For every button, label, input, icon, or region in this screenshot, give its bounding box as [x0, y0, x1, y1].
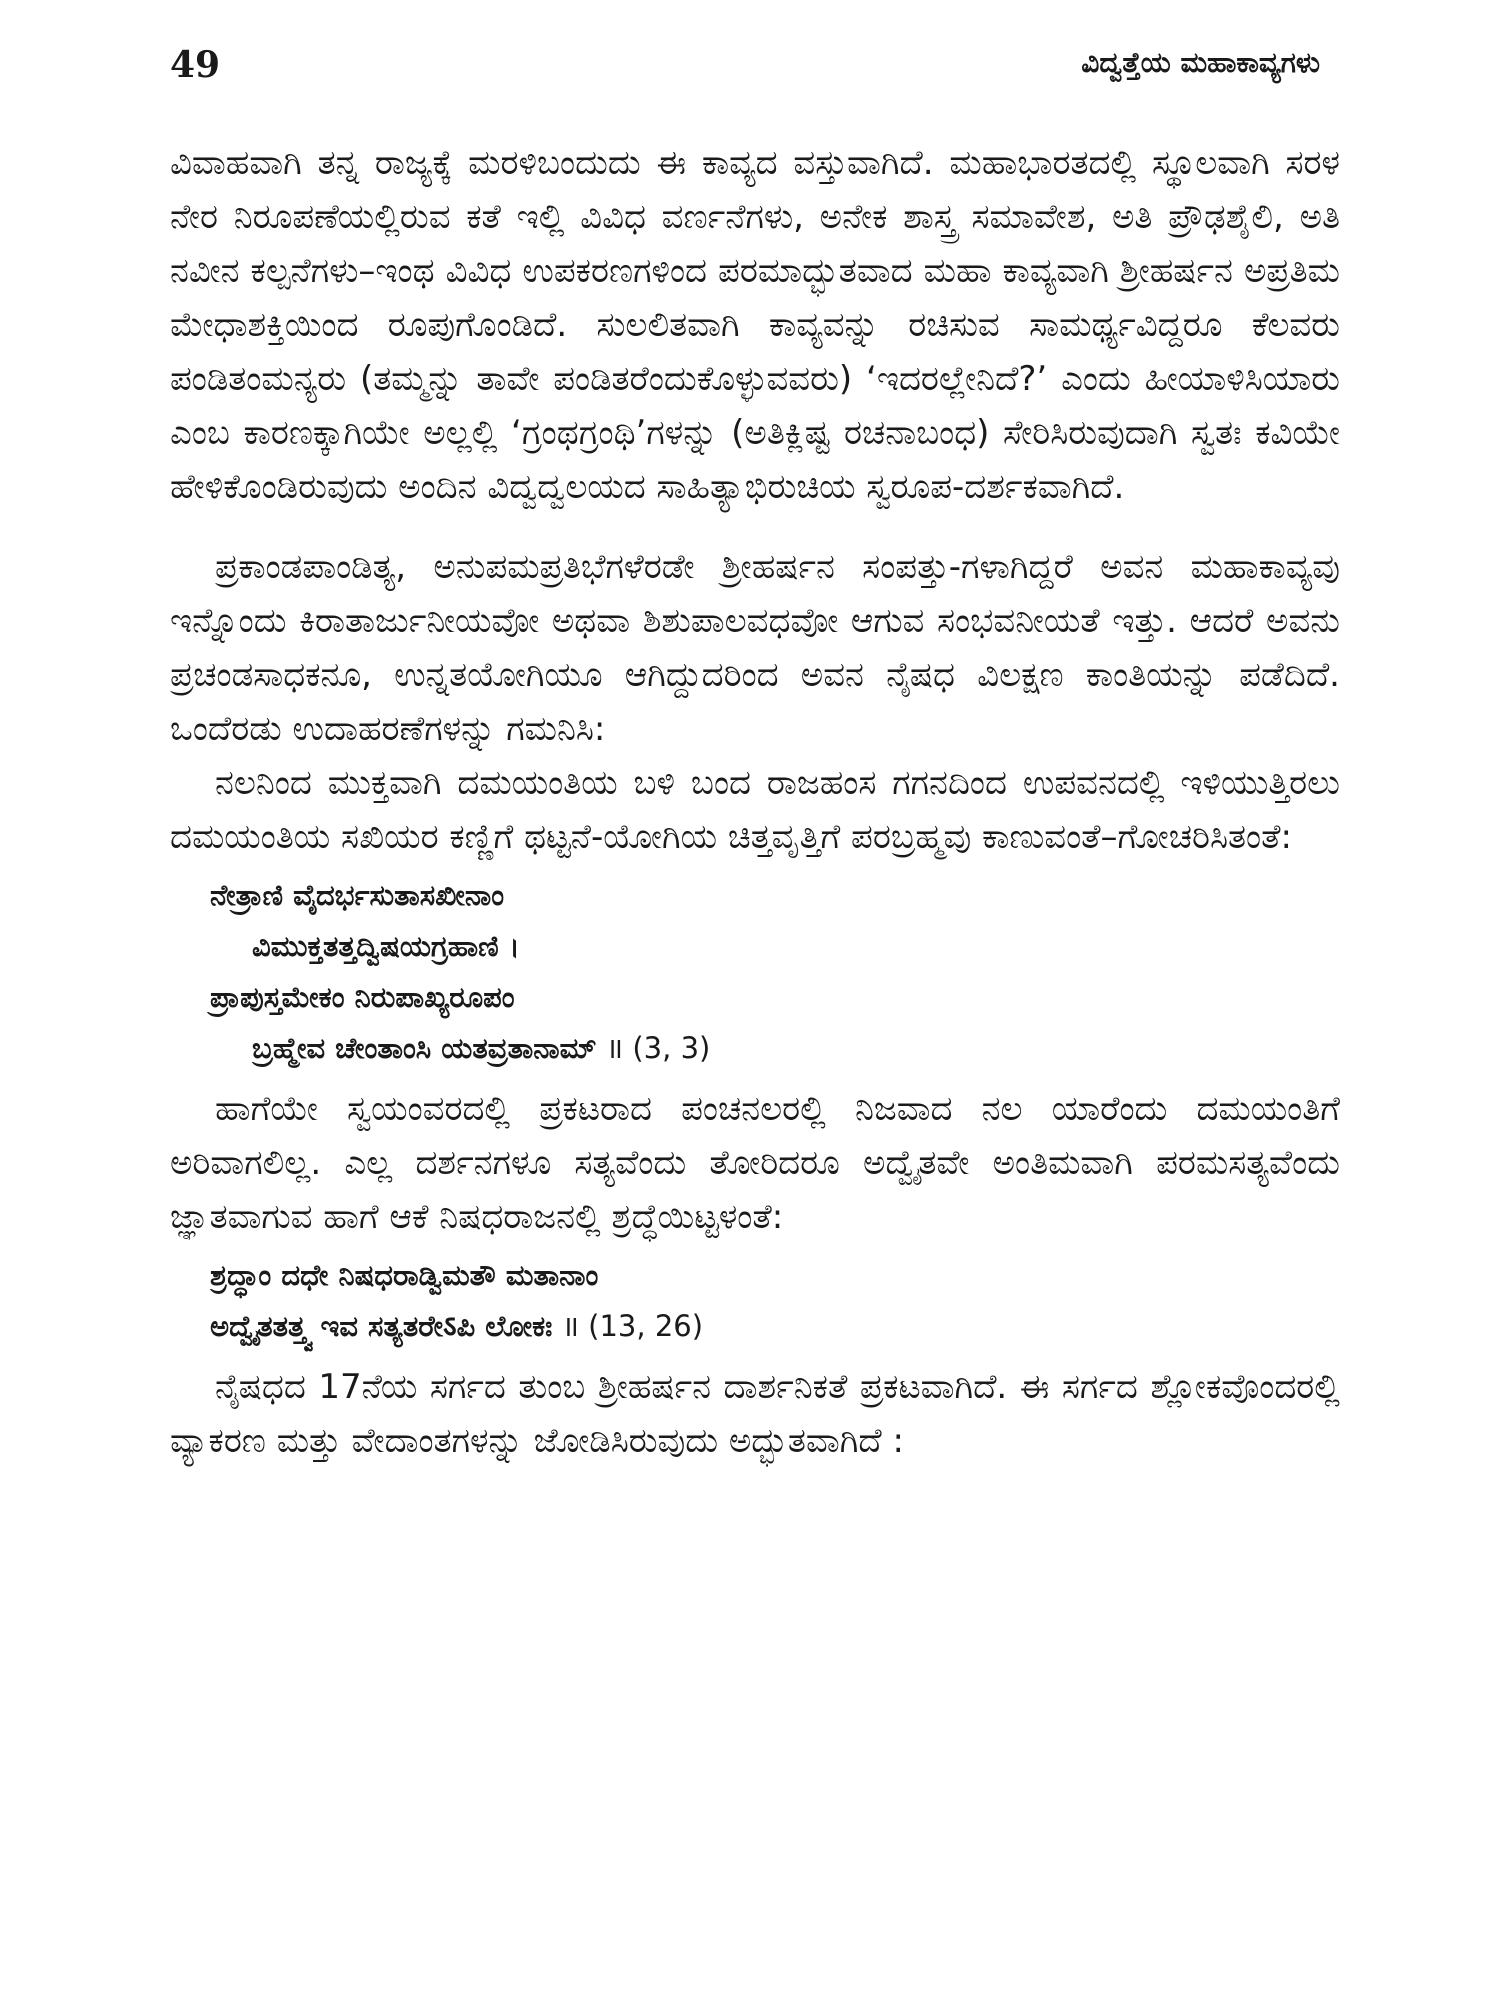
paragraph-4: ಹಾಗೆಯೇ ಸ್ವಯಂವರದಲ್ಲಿ ಪ್ರಕಟರಾದ ಪಂಚನಲರಲ್ಲಿ ನಿಜವಾದ ನಲ ಯಾರೆಂದು ದಮಯಂತಿಗೆ ಅರಿವಾಗಲಿಲ್ಲ. ಎಲ್ಲ ದರ್ಶನಗಳೂ ಸತ್ಯವೆಂದು ತೋರಿದರೂ ಅದ್ವೈತವೇ ಅಂತಿಮವಾಗಿ ಪರಮಸತ್ಯವೆಂದು ಜ್ಞಾತವಾಗುವ ಹಾಗೆ ಆಕೆ ನಿಷಧರಾಜನಲ್ಲಿ ಶ್ರದ್ಧೆಯಿಟ್ಟಳಂತೆ: — [170, 1089, 1340, 1237]
paragraph-5: ನೈಷಧದ 17ನೆಯ ಸರ್ಗದ ತುಂಬ ಶ್ರೀಹರ್ಷನ ದಾರ್ಶನಿಕತೆ ಪ್ರಕಟವಾಗಿದೆ. ಈ ಸರ್ಗದ ಶ್ಲೋಕವೊಂದರಲ್ಲಿ ವ್ಯಾಕರಣ ಮತ್ತು ವೇದಾಂತಗಳನ್ನು ಜೋಡಿಸಿರುವುದು ಅದ್ಭುತವಾಗಿದೆ : — [170, 1367, 1340, 1461]
paragraph-3: ನಲನಿಂದ ಮುಕ್ತವಾಗಿ ದಮಯಂತಿಯ ಬಳಿ ಬಂದ ರಾಜಹಂಸ ಗಗನದಿಂದ ಉಪವನದಲ್ಲಿ ಇಳಿಯುತ್ತಿರಲು ದಮಯಂತಿಯ ಸಖಿಯರ ಕಣ್ಣಿಗೆ ಥಟ್ಟನೆ-ಯೋಗಿಯ ಚಿತ್ತವೃತ್ತಿಗೆ ಪರಬ್ರಹ್ಮವು ಕಾಣುವಂತೆ–ಗೋಚರಿಸಿತಂತೆ: — [170, 763, 1340, 857]
verse-line-with-ref — [210, 1023, 1340, 1074]
page-header — [170, 44, 1320, 94]
sanskrit-verse-1 — [210, 870, 1340, 1074]
verse-reference: ॥ (13, 26) — [552, 1309, 704, 1343]
sanskrit-verse-2 — [210, 1250, 1340, 1352]
verse-line: ಅದ್ವೈತತತ್ತ್ವ ಇವ ಸತ್ಯತರೇऽಪಿ ಲೋಕಃ — [210, 1309, 553, 1343]
verse-line: ವಿಮುಕ್ತತತ್ತದ್ವಿಷಯಗ್ರಹಾಣಿ । — [252, 929, 520, 963]
paragraph-2: ಪ್ರಕಾಂಡಪಾಂಡಿತ್ಯ, ಅನುಪಮಪ್ರತಿಭೆಗಳೆರಡೇ ಶ್ರೀಹರ್ಷನ ಸಂಪತ್ತು-ಗಳಾಗಿದ್ದರೆ ಅವನ ಮಹಾಕಾವ್ಯವು ಇನ್ನೊಂದು ಕಿರಾತಾರ್ಜುನೀಯವೋ ಅಥವಾ ಶಿಶುಪಾಲವಧವೋ ಆಗುವ ಸಂಭವನೀಯತೆ ಇತ್ತು. ಆದರೆ ಅವನು ಪ್ರಚಂಡಸಾಧಕನೂ, ಉನ್ನತಯೋಗಿಯೂ ಆಗಿದ್ದುದರಿಂದ ಅವನ ನೈಷಧ ವಿಲಕ್ಷಣ ಕಾಂತಿಯನ್ನು ಪಡೆದಿದೆ. ಒಂದೆರಡು ಉದಾಹರಣೆಗಳನ್ನು ಗಮನಿಸಿ: — [170, 547, 1340, 749]
verse-line: ಪ್ರಾಪುಸ್ತಮೇಕಂ ನಿರುಪಾಖ್ಯರೂಪಂ — [210, 980, 515, 1014]
verse-line: ಶ್ರದ್ಧಾಂ ದಧೇ ನಿಷಧರಾಡ್ವಿಮತೌ ಮತಾನಾಂ — [210, 1258, 599, 1292]
verse-line: ನೇತ್ರಾಣಿ ವೈದರ್ಭಸುತಾಸಖೀನಾಂ — [210, 878, 505, 912]
verse-line-with-ref — [210, 1301, 1340, 1352]
page-body — [170, 136, 1340, 1468]
verse-reference: ॥ (3, 3) — [596, 1031, 711, 1065]
paragraph-1: ವಿವಾಹವಾಗಿ ತನ್ನ ರಾಜ್ಯಕ್ಕೆ ಮರಳಿಬಂದುದು ಈ ಕಾವ್ಯದ ವಸ್ತುವಾಗಿದೆ. ಮಹಾಭಾರತದಲ್ಲಿ ಸ್ಥೂಲವಾಗಿ ಸರಳ ನೇರ ನಿರೂಪಣೆಯಲ್ಲಿರುವ ಕತೆ ಇಲ್ಲಿ ವಿವಿಧ ವರ್ಣನೆಗಳು, ಅನೇಕ ಶಾಸ್ತ್ರ ಸಮಾವೇಶ, ಅತಿ ಪ್ರೌಢಶೈಲಿ, ಅತಿ ನವೀನ ಕಲ್ಪನೆಗಳು–ಇಂಥ ವಿವಿಧ ಉಪಕರಣಗಳಿಂದ ಪರಮಾದ್ಭುತವಾದ ಮಹಾ ಕಾವ್ಯವಾಗಿ ಶ್ರೀಹರ್ಷನ ಅಪ್ರತಿಮ ಮೇಧಾಶಕ್ತಿಯಿಂದ ರೂಪುಗೊಂಡಿದೆ. ಸುಲಲಿತವಾಗಿ ಕಾವ್ಯವನ್ನು ರಚಿಸುವ ಸಾಮರ್ಥ್ಯವಿದ್ದರೂ ಕೆಲವರು ಪಂಡಿತಂಮನ್ಯರು (ತಮ್ಮನ್ನು ತಾವೇ ಪಂಡಿತರೆಂದುಕೊಳ್ಳುವವರು) ‘ಇದರಲ್ಲೇನಿದೆ?’ ಎಂದು ಹೀಯಾಳಿಸಿಯಾರು ಎಂಬ ಕಾರಣಕ್ಕಾಗಿಯೇ ಅಲ್ಲಲ್ಲಿ ‘ಗ್ರಂಥಗ್ರಂಥಿ’ಗಳನ್ನು (ಅತಿಕ್ಲಿಷ್ಟ ರಚನಾಬಂಧ) ಸೇರಿಸಿರುವುದಾಗಿ ಸ್ವತಃ ಕವಿಯೇ ಹೇಳಿಕೊಂಡಿರುವುದು ಅಂದಿನ ವಿದ್ವದ್ವಲಯದ ಸಾಹಿತ್ಯಾಭಿರುಚಿಯ ಸ್ವರೂಪ-ದರ್ಶಕವಾಗಿದೆ. — [170, 143, 1340, 507]
verse-line: ಬ್ರಹ್ಮೇವ ಚೇಂತಾಂಸಿ ಯತವ್ರತಾನಾಮ್ — [252, 1031, 597, 1065]
running-head: ವಿದ್ವತ್ತೆಯ ಮಹಾಕಾವ್ಯಗಳು — [1081, 46, 1320, 79]
page-number: 49 — [170, 44, 221, 86]
